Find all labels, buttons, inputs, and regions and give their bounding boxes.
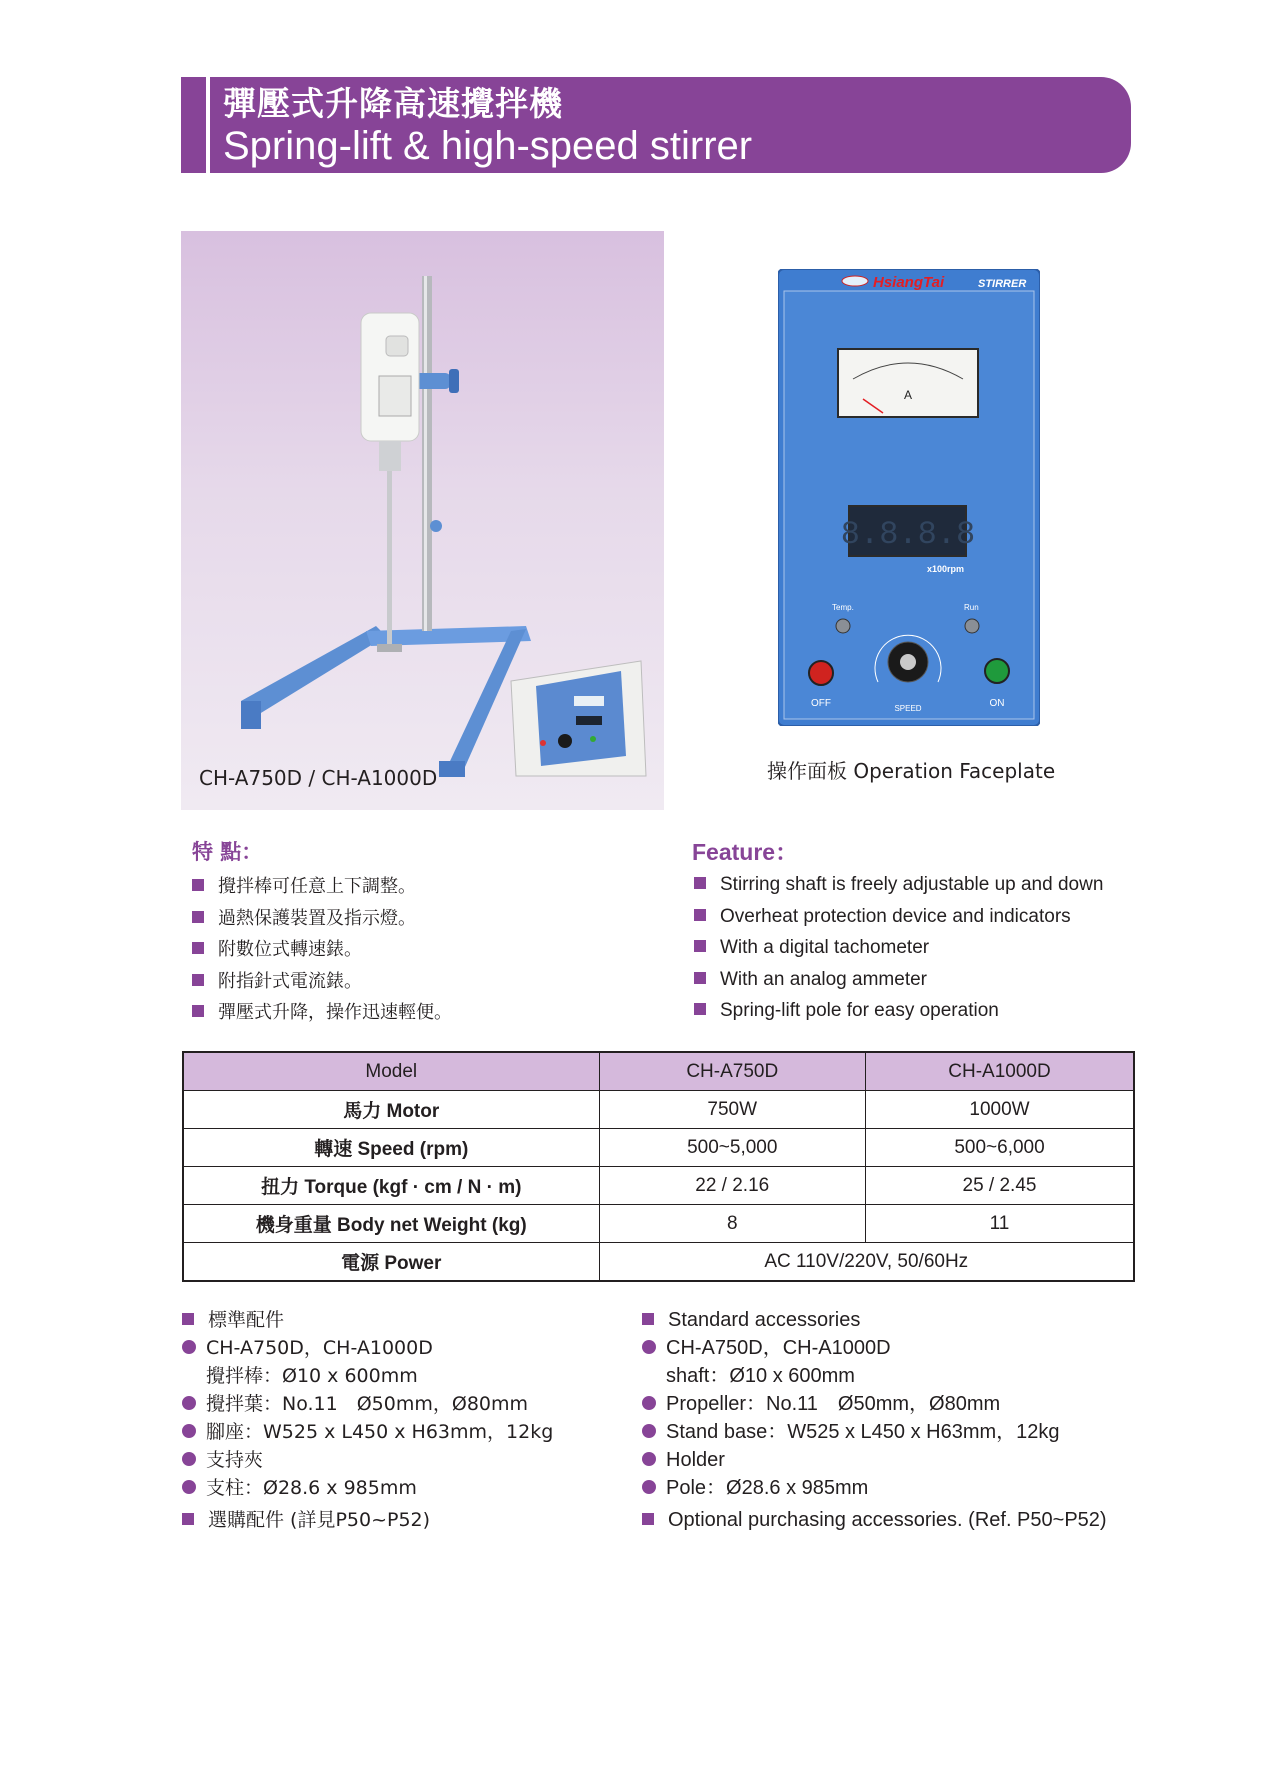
stand-foot-left xyxy=(241,701,261,729)
list-item: CH-A750D，CH-A1000D xyxy=(642,1334,1107,1362)
speed-knob-cap xyxy=(900,654,916,670)
table-row xyxy=(183,1129,1134,1167)
round-bullet-icon xyxy=(182,1340,196,1354)
stirrer-illustration xyxy=(181,231,664,810)
header-model: Model xyxy=(183,1052,599,1091)
square-bullet-icon xyxy=(192,879,204,891)
accessories-en xyxy=(642,1306,1107,1534)
controller-display xyxy=(576,716,602,725)
list-item: CH-A750D，CH-A1000D xyxy=(182,1334,553,1362)
pole-highlight xyxy=(424,276,427,631)
brand-name: HsiangTai xyxy=(873,274,945,291)
controller-off-light xyxy=(540,740,546,746)
row-label: 扭力 Torque (kgf · cm / N · m) xyxy=(183,1167,599,1205)
spec-table xyxy=(182,1051,1135,1282)
table-row xyxy=(183,1205,1134,1243)
operation-faceplate xyxy=(778,269,1040,726)
features-list-en xyxy=(694,869,1103,1027)
table-header-row xyxy=(183,1052,1134,1091)
tachometer-digits: 8.8.8.8 xyxy=(840,516,976,553)
square-bullet-icon xyxy=(694,1003,706,1015)
list-item: 支柱：Ø28.6 x 985mm xyxy=(182,1474,553,1502)
square-bullet-icon xyxy=(192,1005,204,1017)
table-row xyxy=(183,1167,1134,1205)
motor-label xyxy=(379,376,411,416)
page-title-zh: 彈壓式升降高速攪拌機 xyxy=(223,84,563,123)
cell-value-b: 25 / 2.45 xyxy=(866,1167,1135,1205)
controller-meter xyxy=(574,696,604,706)
features-heading-en: Feature： xyxy=(692,839,799,865)
stand-base-arm xyxy=(241,626,386,716)
cell-value-a: 750W xyxy=(599,1091,866,1129)
list-item: Overheat protection device and indicators xyxy=(694,901,1103,933)
list-item: 攪拌葉：No.11 Ø50mm，Ø80mm xyxy=(182,1390,553,1418)
list-item: Standard accessories xyxy=(642,1306,1107,1334)
ammeter-unit: A xyxy=(903,388,913,402)
off-button[interactable] xyxy=(809,661,833,685)
propeller xyxy=(377,644,402,652)
list-item: Optional purchasing accessories. (Ref. P50~P52) xyxy=(642,1506,1107,1534)
list-item: With a digital tachometer xyxy=(694,932,1103,964)
pole-collar xyxy=(430,520,442,532)
list-item: shaft：Ø10 x 600mm xyxy=(666,1365,855,1387)
header-divider xyxy=(206,77,210,173)
round-bullet-icon xyxy=(642,1396,656,1410)
round-bullet-icon xyxy=(182,1452,196,1466)
ammeter xyxy=(838,349,978,417)
header-model-a: CH-A750D xyxy=(599,1052,866,1091)
list-item: Pole：Ø28.6 x 985mm xyxy=(642,1474,1107,1502)
clamp-knob xyxy=(449,369,459,393)
square-bullet-icon xyxy=(192,974,204,986)
row-label: 轉速 Speed (rpm) xyxy=(183,1129,599,1167)
round-bullet-icon xyxy=(182,1396,196,1410)
accessories-zh xyxy=(182,1306,553,1534)
features-heading-zh: 特 點： xyxy=(192,840,263,864)
temp-indicator-light xyxy=(836,619,850,633)
list-item: 附數位式轉速錶。 xyxy=(192,934,452,966)
temp-label: Temp. xyxy=(832,603,854,612)
faceplate-caption: 操作面板 Operation Faceplate xyxy=(767,759,1056,783)
list-item: 選購配件 (詳見P50~P52) xyxy=(182,1506,553,1534)
cell-power-value: AC 110V/220V, 50/60Hz xyxy=(599,1243,1134,1282)
cell-value-b: 1000W xyxy=(866,1091,1135,1129)
controller-on-light xyxy=(590,736,596,742)
brand-logo-icon xyxy=(842,276,868,286)
round-bullet-icon xyxy=(642,1340,656,1354)
model-caption: CH-A750D / CH-A1000D xyxy=(199,766,438,790)
round-bullet-icon xyxy=(182,1480,196,1494)
list-item: With an analog ammeter xyxy=(694,964,1103,996)
chuck xyxy=(379,441,401,471)
square-bullet-icon xyxy=(642,1513,654,1525)
on-button[interactable] xyxy=(985,659,1009,683)
square-bullet-icon xyxy=(694,940,706,952)
speed-label: SPEED xyxy=(894,704,922,713)
list-item: 彈壓式升降，操作迅速輕便。 xyxy=(192,997,452,1029)
cell-value-a: 500~5,000 xyxy=(599,1129,866,1167)
row-label: 電源 Power xyxy=(183,1243,599,1282)
round-bullet-icon xyxy=(642,1480,656,1494)
list-item: 攪拌棒可任意上下調整。 xyxy=(192,871,452,903)
stirring-shaft xyxy=(387,471,392,646)
cell-value-a: 22 / 2.16 xyxy=(599,1167,866,1205)
run-label: Run xyxy=(964,603,979,612)
table-row xyxy=(183,1091,1134,1129)
header-model-b: CH-A1000D xyxy=(866,1052,1135,1091)
round-bullet-icon xyxy=(642,1424,656,1438)
round-bullet-icon xyxy=(642,1452,656,1466)
off-label: OFF xyxy=(811,698,831,709)
list-item: 標準配件 xyxy=(182,1306,553,1334)
list-item: Stand base：W525 x L450 x H63mm，12kg xyxy=(642,1418,1107,1446)
square-bullet-icon xyxy=(694,972,706,984)
faceplate-label: STIRRER xyxy=(978,278,1027,290)
list-item: Holder xyxy=(642,1446,1107,1474)
row-label: 機身重量 Body net Weight (kg) xyxy=(183,1205,599,1243)
list-item: 腳座：W525 x L450 x H63mm，12kg xyxy=(182,1418,553,1446)
square-bullet-icon xyxy=(182,1513,194,1525)
list-item: Spring-lift pole for easy operation xyxy=(694,995,1103,1027)
square-bullet-icon xyxy=(192,942,204,954)
list-item: 附指針式電流錶。 xyxy=(192,966,452,998)
list-item: Propeller：No.11 Ø50mm，Ø80mm xyxy=(642,1390,1107,1418)
square-bullet-icon xyxy=(192,911,204,923)
features-list-zh xyxy=(192,871,452,1029)
square-bullet-icon xyxy=(642,1313,654,1325)
cell-value-b: 11 xyxy=(866,1205,1135,1243)
table-row xyxy=(183,1243,1134,1282)
stand-foot-right xyxy=(439,761,465,777)
row-label: 馬力 Motor xyxy=(183,1091,599,1129)
list-item: 攪拌棒：Ø10 x 600mm xyxy=(206,1365,418,1387)
cell-value-a: 8 xyxy=(599,1205,866,1243)
list-item: 過熱保護裝置及指示燈。 xyxy=(192,903,452,935)
tachometer-unit: x100rpm xyxy=(926,564,964,574)
square-bullet-icon xyxy=(694,909,706,921)
list-item: Stirring shaft is freely adjustable up and down xyxy=(694,869,1103,901)
on-label: ON xyxy=(989,698,1005,709)
list-item: 支持夾 xyxy=(182,1446,553,1474)
square-bullet-icon xyxy=(694,877,706,889)
product-photo xyxy=(181,231,664,810)
page-title-en: Spring-lift & high-speed stirrer xyxy=(223,124,753,168)
run-indicator-light xyxy=(965,619,979,633)
round-bullet-icon xyxy=(182,1424,196,1438)
motor-vent xyxy=(386,336,408,356)
square-bullet-icon xyxy=(182,1313,194,1325)
controller-knob xyxy=(558,734,572,748)
cell-value-b: 500~6,000 xyxy=(866,1129,1135,1167)
